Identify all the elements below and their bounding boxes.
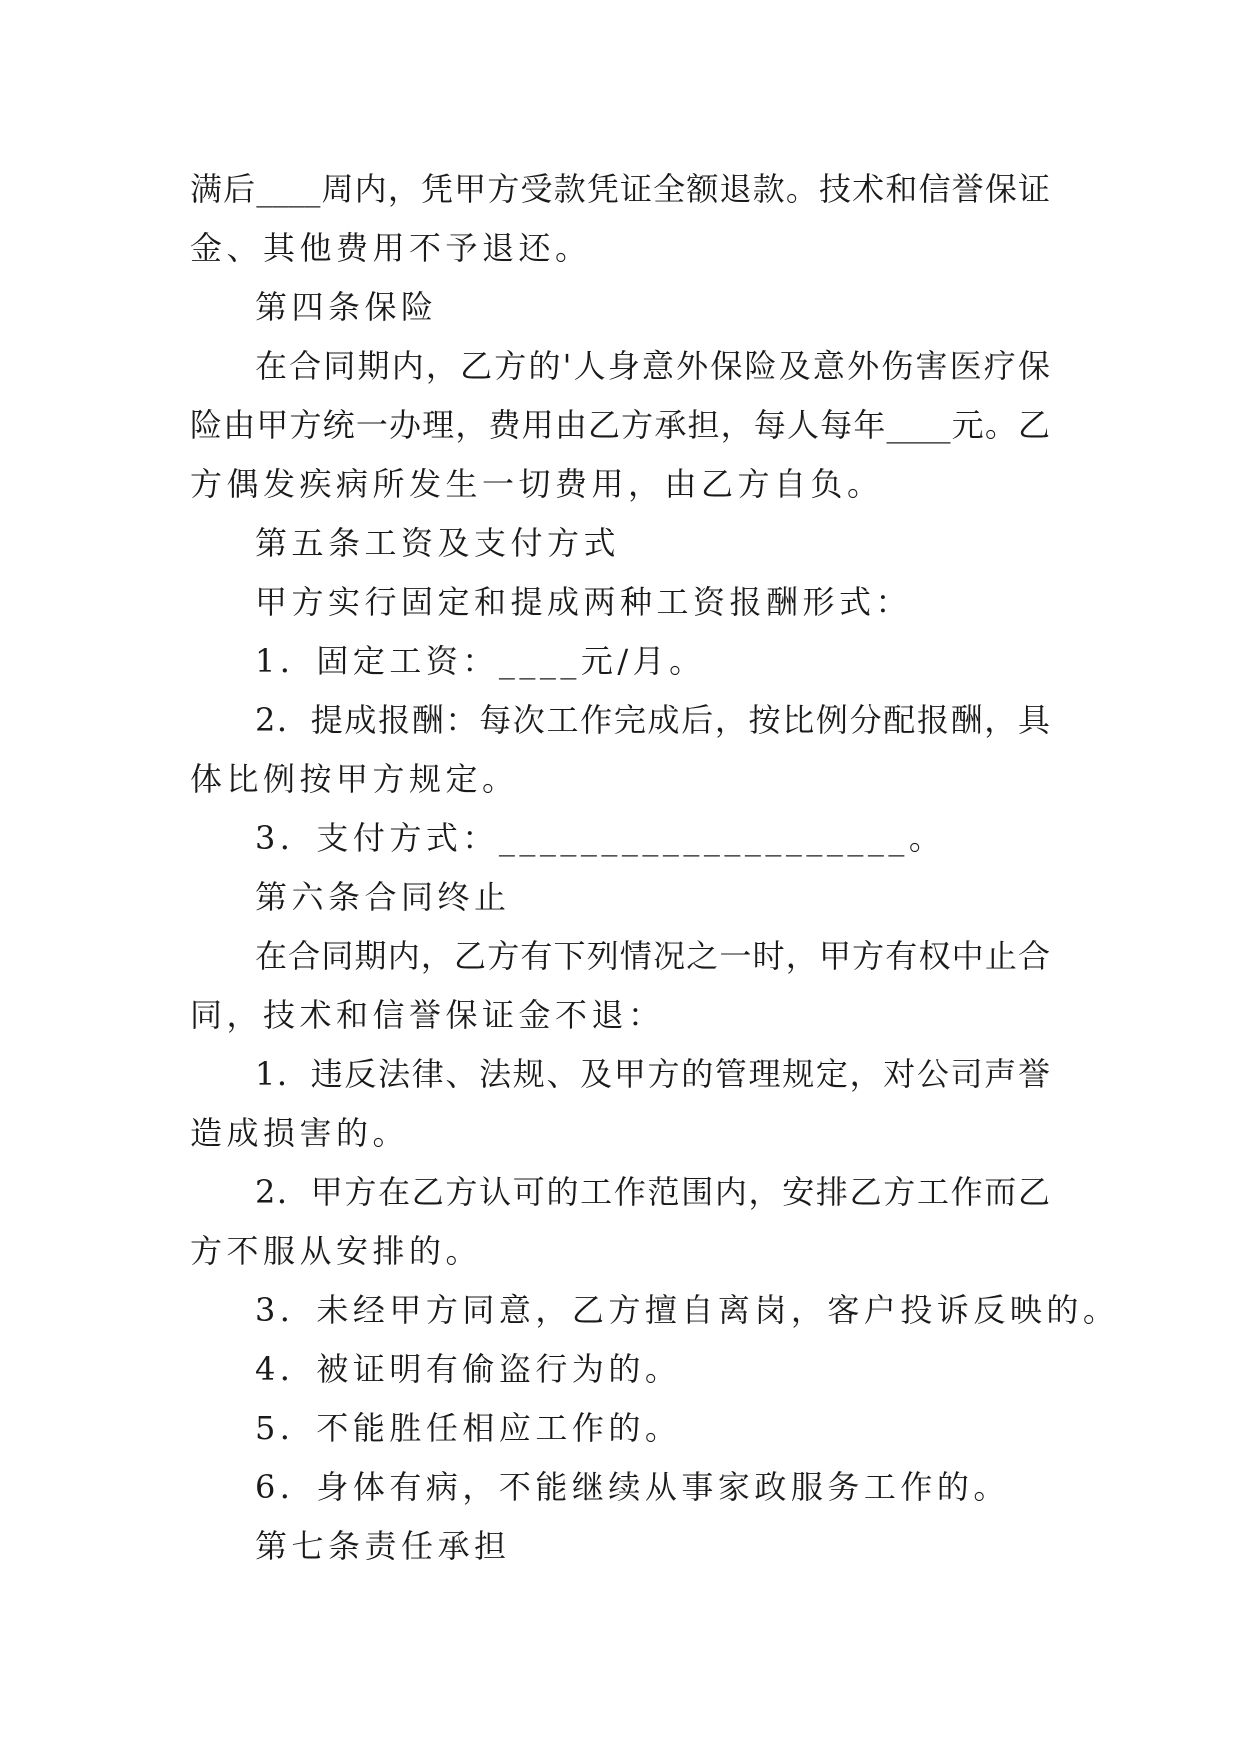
text-line-4: 在合同期内，乙方的'人身意外保险及意外伤害医疗保 xyxy=(255,347,1050,385)
list-item-commission: 2．提成报酬：每次工作完成后，按比例分配报酬，具 xyxy=(255,701,1050,739)
document-page xyxy=(190,160,1120,1576)
text-line-15: 同，技术和信誉保证金不退： xyxy=(190,996,665,1034)
list-item-termination-1: 1．违反法律、法规、及甲方的管理规定，对公司声誉 xyxy=(255,1055,1050,1093)
text-line-14: 在合同期内，乙方有下列情况之一时，甲方有权中止合 xyxy=(255,937,1050,975)
list-item-termination-3: 3．未经甲方同意，乙方擅自离岗，客户投诉反映的。 xyxy=(255,1291,1120,1329)
list-item-termination-2: 2．甲方在乙方认可的工作范围内，安排乙方工作而乙 xyxy=(255,1173,1050,1211)
section-heading-termination: 第六条合同终止 xyxy=(255,878,511,916)
list-item-termination-5: 5．不能胜任相应工作的。 xyxy=(255,1409,682,1447)
text-line-2: 金、其他费用不予退还。 xyxy=(190,229,592,267)
text-line-11: 体比例按甲方规定。 xyxy=(190,760,519,798)
text-line-19: 方不服从安排的。 xyxy=(190,1232,483,1270)
text-line-17: 造成损害的。 xyxy=(190,1114,410,1152)
list-item-termination-6: 6．身体有病，不能继续从事家政服务工作的。 xyxy=(255,1468,1010,1506)
text-line-8: 甲方实行固定和提成两种工资报酬形式： xyxy=(255,583,913,621)
list-item-payment-method: 3．支付方式：____________________。 xyxy=(255,819,946,857)
list-item-termination-4: 4．被证明有偷盗行为的。 xyxy=(255,1350,682,1388)
text-line-1: 满后____周内，凭甲方受款凭证全额退款。技术和信誉保证 xyxy=(190,170,1050,208)
list-item-fixed-wage: 1．固定工资：____元/月。 xyxy=(255,642,706,680)
section-heading-insurance: 第四条保险 xyxy=(255,288,438,326)
section-heading-wages: 第五条工资及支付方式 xyxy=(255,524,621,562)
text-line-5: 险由甲方统一办理，费用由乙方承担，每人每年____元。乙 xyxy=(190,406,1050,444)
text-line-6: 方偶发疾病所发生一切费用，由乙方自负。 xyxy=(190,465,884,503)
section-heading-liability: 第七条责任承担 xyxy=(255,1527,511,1565)
